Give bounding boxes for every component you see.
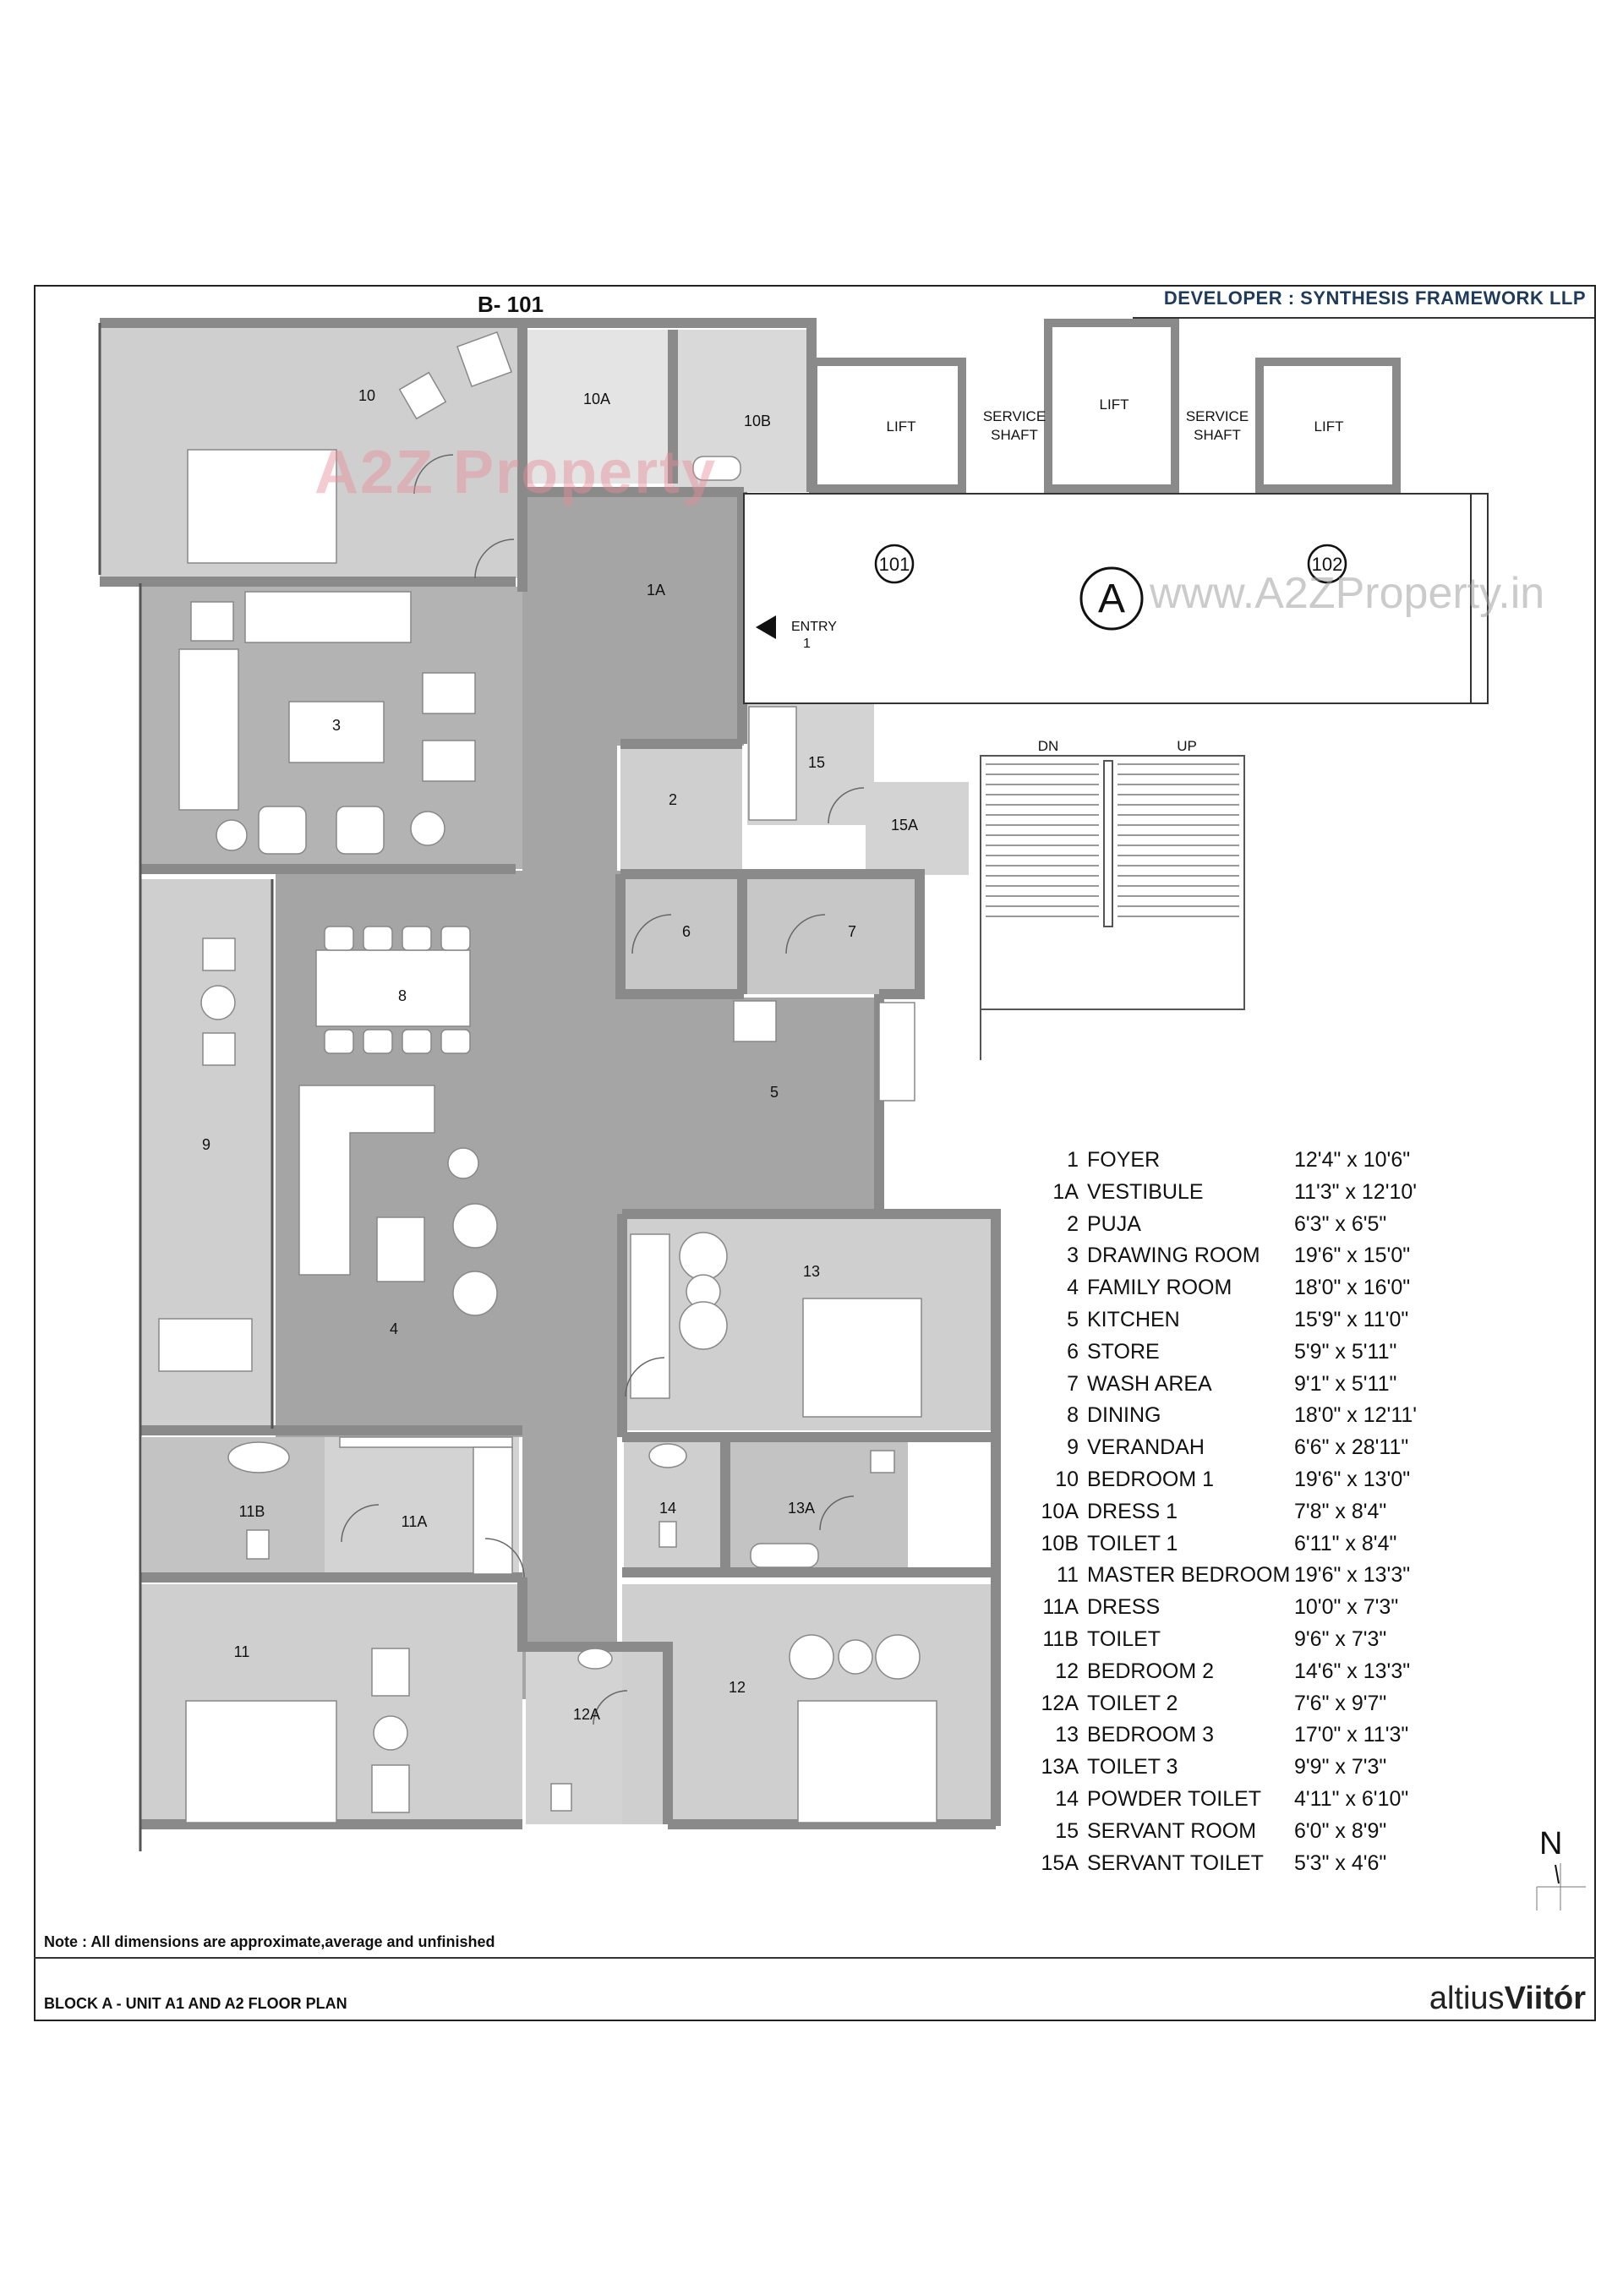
legend-name: SERVANT TOILET: [1087, 1850, 1264, 1875]
legend-num: 4: [1067, 1276, 1079, 1300]
legend-dim: 18'0" x 12'11': [1294, 1403, 1418, 1428]
legend-name: VERANDAH: [1087, 1435, 1205, 1460]
brand-light: altius: [1429, 1981, 1505, 2016]
label-15a: 15A: [890, 817, 919, 834]
room-2: [620, 744, 742, 869]
label-15: 15: [807, 754, 826, 771]
label-11: 11: [233, 1643, 250, 1660]
label-10b: 10B: [743, 413, 772, 429]
dining-chair: [402, 1030, 431, 1053]
legend-row: [1030, 1240, 1469, 1272]
label-13a: 13A: [787, 1500, 816, 1517]
legend-name: TOILET: [1087, 1626, 1161, 1651]
legend-row: [1030, 1272, 1469, 1304]
legend-num: 12: [1055, 1659, 1079, 1683]
legend-row: [1030, 1688, 1469, 1720]
label-10: 10: [358, 387, 376, 404]
legend-row: [1030, 1560, 1469, 1592]
legend-dim: 19'6" x 15'0": [1294, 1244, 1411, 1268]
legend-name: FAMILY ROOM: [1087, 1276, 1232, 1300]
legend-row: [1030, 1784, 1469, 1816]
entry-label: ENTRY: [791, 620, 837, 634]
legend-row: [1030, 1816, 1469, 1848]
legend-row: [1030, 1656, 1469, 1688]
legend-name: BEDROOM 3: [1087, 1723, 1215, 1747]
stair-up: UP: [1177, 738, 1197, 754]
legend-num: 12A: [1041, 1691, 1079, 1715]
entry-number: 1: [803, 637, 811, 651]
legend-num: 10: [1055, 1467, 1079, 1491]
staircase: [981, 756, 1244, 1060]
legend-dim: 9'9" x 7'3": [1294, 1755, 1387, 1779]
legend-name: DRAWING ROOM: [1087, 1244, 1260, 1268]
legend-name: DRESS 1: [1087, 1499, 1178, 1523]
developer-label: DEVELOPER : SYNTHESIS FRAMEWORK LLP: [1163, 287, 1586, 309]
room-1a: [522, 492, 744, 746]
service-shaft-1b: SHAFT: [991, 427, 1038, 443]
legend-dim: 6'3" x 6'5": [1294, 1211, 1387, 1236]
watermark-url: www.A2ZProperty.in: [1150, 569, 1545, 618]
label-13: 13: [802, 1263, 821, 1280]
legend-row: [1030, 1719, 1469, 1752]
label-11a: 11A: [401, 1513, 428, 1530]
brand-bold: Viitór: [1504, 1981, 1586, 2016]
legend-dim: 12'4" x 10'6": [1294, 1148, 1411, 1172]
label-1a: 1A: [646, 582, 666, 599]
unit-101-label: 101: [878, 554, 910, 575]
legend-num: 3: [1067, 1244, 1079, 1268]
legend-row: [1030, 1400, 1469, 1432]
legend-dim: 9'1" x 5'11": [1294, 1371, 1397, 1396]
legend-name: DINING: [1087, 1403, 1161, 1428]
label-8: 8: [397, 987, 407, 1004]
dining-chair: [402, 927, 431, 950]
legend-dim: 9'6" x 7'3": [1294, 1626, 1387, 1651]
legend-dim: 5'3" x 4'6": [1294, 1850, 1387, 1875]
legend-num: 7: [1067, 1371, 1079, 1396]
dining-chair: [441, 927, 470, 950]
label-6: 6: [681, 923, 691, 940]
dimension-note: Note : All dimensions are approximate,average and unfinished: [44, 1933, 495, 1950]
stair-dn: DN: [1037, 738, 1059, 754]
legend-dim: 17'0" x 11'3": [1294, 1723, 1409, 1747]
label-4: 4: [389, 1320, 399, 1337]
dining-chair: [363, 927, 392, 950]
legend-name: BEDROOM 2: [1087, 1659, 1215, 1683]
legend-dim: 6'0" x 8'9": [1294, 1818, 1387, 1843]
lift-label-1: LIFT: [886, 418, 916, 435]
block-marker-letter: A: [1097, 577, 1126, 621]
legend-row: [1030, 1432, 1469, 1464]
legend-num: 15: [1055, 1818, 1079, 1843]
legend-dim: 19'6" x 13'0": [1294, 1467, 1411, 1491]
legend-name: STORE: [1087, 1339, 1160, 1364]
legend-num: 11B: [1042, 1626, 1079, 1651]
legend-name: MASTER BEDROOM: [1087, 1563, 1291, 1588]
room-7: [746, 879, 920, 994]
legend-num: 13A: [1041, 1755, 1079, 1779]
label-3: 3: [331, 717, 342, 734]
dining-chair: [441, 1030, 470, 1053]
service-shaft-1a: SERVICE: [982, 408, 1046, 424]
legend-dim: 4'11" x 6'10": [1294, 1786, 1409, 1811]
legend-num: 1: [1067, 1148, 1079, 1172]
legend-dim: 14'6" x 13'3": [1294, 1659, 1411, 1683]
legend-num: 11A: [1042, 1595, 1079, 1620]
legend-num: 2: [1067, 1211, 1079, 1236]
legend-dim: 7'6" x 9'7": [1294, 1691, 1387, 1715]
legend-num: 8: [1067, 1403, 1079, 1428]
legend-dim: 6'6" x 28'11": [1294, 1435, 1409, 1460]
legend-num: 15A: [1041, 1850, 1079, 1875]
legend-num: 9: [1067, 1435, 1079, 1460]
label-12a: 12A: [572, 1706, 601, 1723]
legend-num: 10A: [1041, 1499, 1079, 1523]
legend-name: SERVANT ROOM: [1087, 1818, 1257, 1843]
label-9: 9: [201, 1136, 211, 1153]
legend-dim: 6'11" x 8'4": [1294, 1531, 1397, 1555]
legend-row: [1030, 1464, 1469, 1496]
watermark-logo: A2Z Property: [314, 439, 718, 506]
legend-name: BEDROOM 1: [1087, 1467, 1215, 1491]
label-7: 7: [847, 923, 857, 940]
legend-name: DRESS: [1087, 1595, 1161, 1620]
lift-label-2: LIFT: [1099, 396, 1129, 413]
legend-num: 6: [1067, 1339, 1079, 1364]
legend-dim: 10'0" x 7'3": [1294, 1595, 1399, 1620]
north-label: N: [1539, 1826, 1563, 1861]
label-5: 5: [769, 1084, 779, 1101]
legend-name: TOILET 1: [1087, 1531, 1178, 1555]
label-2: 2: [668, 791, 678, 808]
service-shaft-2a: SERVICE: [1185, 408, 1249, 424]
legend-num: 1A: [1052, 1179, 1079, 1204]
lift-label-3: LIFT: [1314, 418, 1344, 435]
legend-row: [1030, 1528, 1469, 1561]
legend-row: [1030, 1496, 1469, 1528]
label-14: 14: [658, 1500, 677, 1517]
dining-chair: [363, 1030, 392, 1053]
legend-num: 14: [1055, 1786, 1079, 1811]
unit-102-label: 102: [1311, 554, 1343, 575]
block-title: BLOCK A - UNIT A1 AND A2 FLOOR PLAN: [44, 1995, 347, 2009]
legend-num: 10B: [1041, 1531, 1079, 1555]
legend-row: [1030, 1848, 1469, 1880]
legend-name: PUJA: [1087, 1211, 1141, 1236]
legend-num: 13: [1055, 1723, 1079, 1747]
legend-dim: 15'9" x 11'0": [1294, 1307, 1409, 1331]
legend-name: VESTIBULE: [1087, 1179, 1204, 1204]
legend-row: [1030, 1304, 1469, 1337]
legend-row: [1030, 1369, 1469, 1401]
label-10a: 10A: [582, 391, 611, 407]
legend-row: [1030, 1624, 1469, 1656]
legend-name: FOYER: [1087, 1148, 1161, 1172]
service-shaft-2b: SHAFT: [1194, 427, 1241, 443]
legend-name: TOILET 2: [1087, 1691, 1178, 1715]
legend-num: 11: [1057, 1563, 1079, 1588]
dining-chair: [325, 1030, 353, 1053]
legend-row: [1030, 1337, 1469, 1369]
legend-name: POWDER TOILET: [1087, 1786, 1262, 1811]
legend-row: [1030, 1752, 1469, 1784]
legend-name: TOILET 3: [1087, 1755, 1178, 1779]
dining-chair: [325, 927, 353, 950]
legend-name: WASH AREA: [1087, 1371, 1212, 1396]
legend-dim: 5'9" x 5'11": [1294, 1339, 1397, 1364]
label-11b: 11B: [238, 1503, 265, 1520]
legend-dim: 11'3" x 12'10': [1294, 1179, 1418, 1204]
legend-row: [1030, 1592, 1469, 1624]
legend-dim: 7'8" x 8'4": [1294, 1499, 1387, 1523]
legend-dim: 19'6" x 13'3": [1294, 1563, 1411, 1588]
room-legend: [1030, 1145, 1469, 1879]
legend-row: [1030, 1145, 1469, 1177]
legend-dim: 18'0" x 16'0": [1294, 1276, 1411, 1300]
legend-name: KITCHEN: [1087, 1307, 1180, 1331]
unit-title: B- 101: [478, 292, 544, 317]
label-12: 12: [728, 1679, 746, 1696]
legend-row: [1030, 1209, 1469, 1241]
legend-row: [1030, 1177, 1469, 1209]
footer-divider: [34, 1957, 1596, 1959]
brand-logo: [1429, 1981, 1586, 2017]
legend-num: 5: [1067, 1307, 1079, 1331]
